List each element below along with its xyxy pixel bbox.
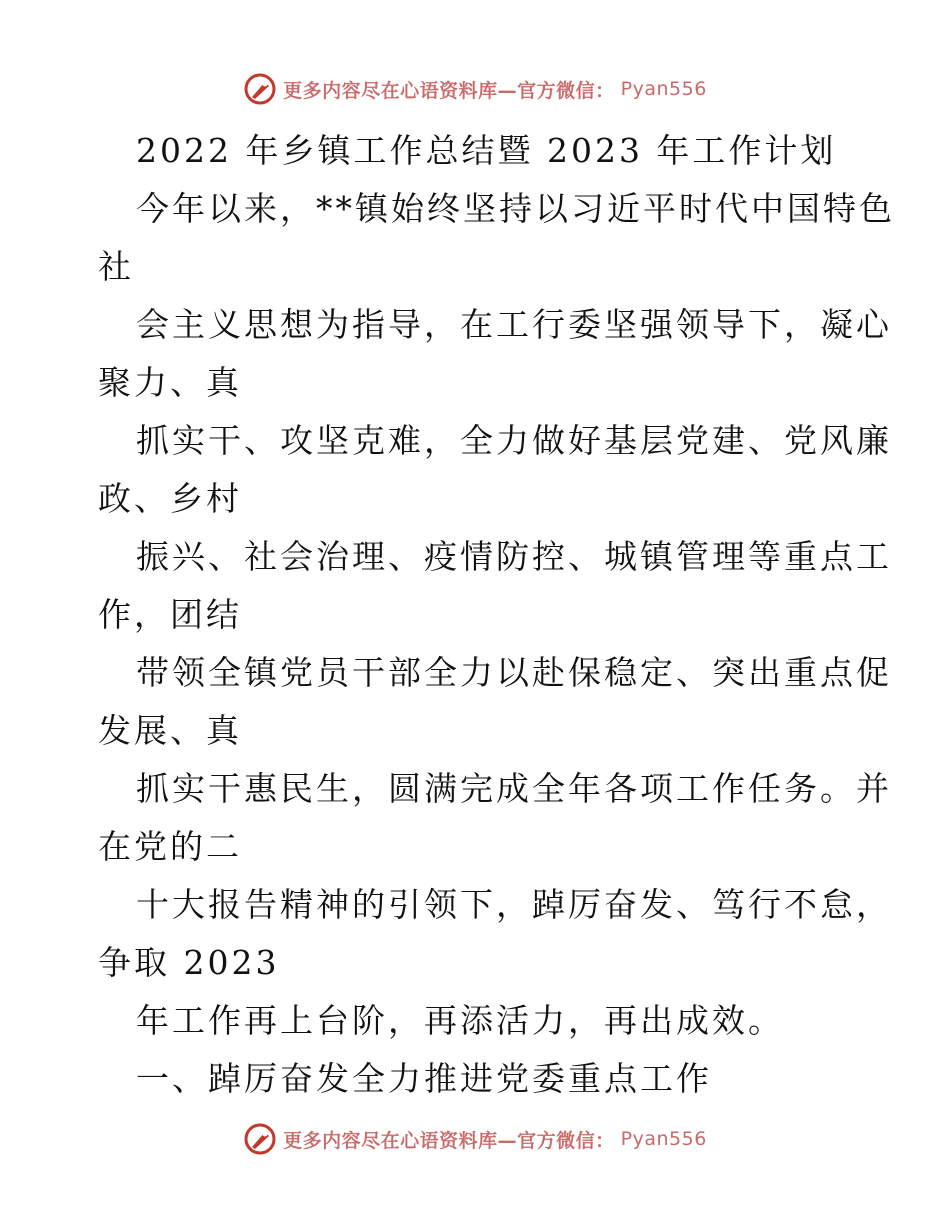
paragraph-line: 年工作再上台阶，再添活力，再出成效。 (136, 1001, 784, 1040)
paragraph-line: 争取 2023 (98, 943, 280, 982)
watermark-id: Pyan556 (620, 78, 707, 100)
paragraph-line: 在党的二 (98, 827, 242, 866)
paragraph-line: 作，团结 (98, 595, 242, 634)
paragraph-line: 抓实干、攻坚克难，全力做好基层党建、党风廉 (136, 421, 892, 460)
paragraph-line: 发展、真 (98, 711, 242, 750)
paragraph-line: 振兴、社会治理、疫情防控、城镇管理等重点工 (136, 537, 892, 576)
header-watermark (0, 72, 950, 106)
document-body (98, 122, 895, 1108)
paragraph-line: 带领全镇党员干部全力以赴保稳定、突出重点促 (136, 653, 892, 692)
watermark-id: Pyan556 (620, 1128, 707, 1150)
paragraph-line: 社 (98, 247, 134, 286)
watermark-text: 更多内容尽在心语资料库—官方微信： (283, 1129, 615, 1152)
pen-nib-logo-icon (243, 72, 277, 106)
paragraph-line: 聚力、真 (98, 363, 242, 402)
footer-watermark (0, 1122, 950, 1156)
pen-nib-logo-icon (243, 1122, 277, 1156)
watermark-text: 更多内容尽在心语资料库—官方微信： (283, 79, 615, 102)
paragraph-line: 今年以来，**镇始终坚持以习近平时代中国特色 (136, 189, 895, 228)
paragraph-line: 政、乡村 (98, 479, 242, 518)
paragraph-line: 会主义思想为指导，在工行委坚强领导下，凝心 (136, 305, 892, 344)
paragraph-line: 十大报告精神的引领下，踔厉奋发、笃行不怠， (136, 885, 892, 924)
section-heading: 一、踔厉奋发全力推进党委重点工作 (136, 1059, 712, 1098)
document-title: 2022 年乡镇工作总结暨 2023 年工作计划 (136, 131, 837, 170)
paragraph-line: 抓实干惠民生，圆满完成全年各项工作任务。并 (136, 769, 892, 808)
